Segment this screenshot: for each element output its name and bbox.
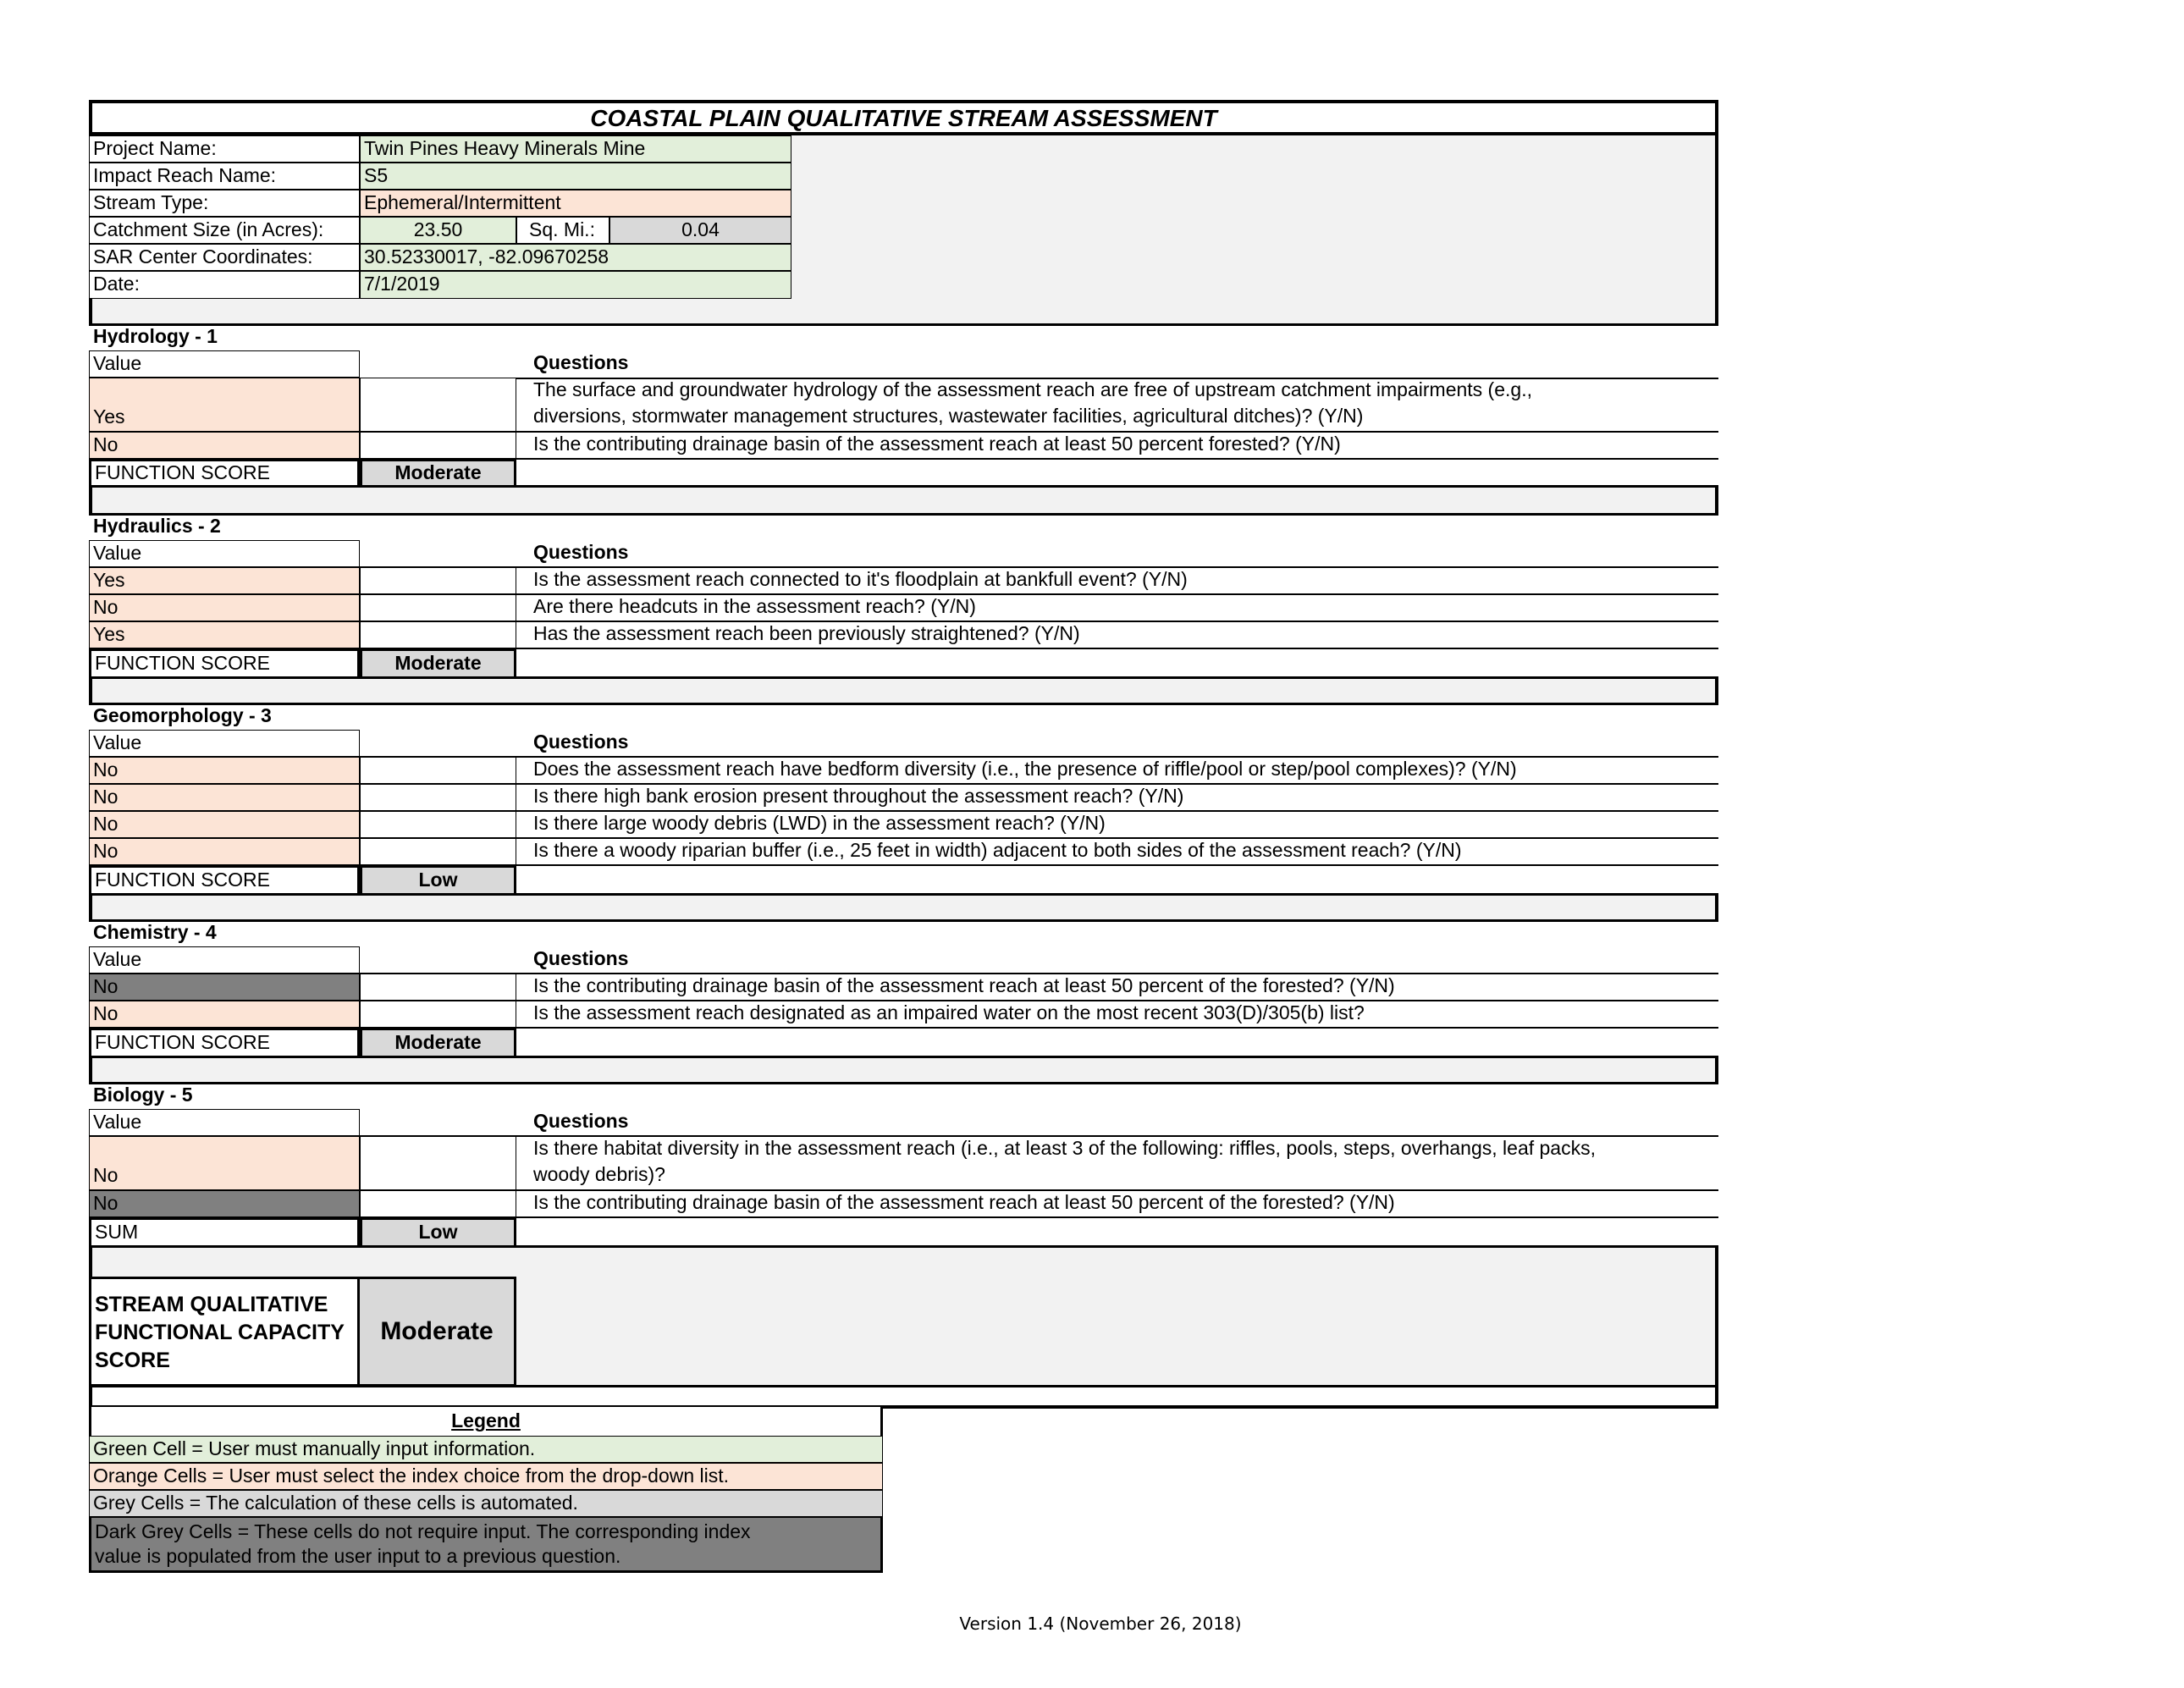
chemistry-question-2: Is the assessment reach designated as an impaired water on the most recent 303(D)/305(b) list?: [533, 1001, 1365, 1023]
legend-dark-grey: [89, 1517, 883, 1573]
hydrology-function-score: Moderate: [360, 459, 516, 488]
biology-question-2: Is the contributing drainage basin of the assessment reach at least 50 percent of the forested? (Y/N): [533, 1191, 1395, 1213]
final-label-line-1: STREAM QUALITATIVE: [95, 1293, 328, 1316]
impact-reach-field[interactable]: S5: [360, 163, 791, 190]
sheet-title: COASTAL PLAIN QUALITATIVE STREAM ASSESSMENT: [89, 100, 1718, 135]
sq-mi-label: Sq. Mi.:: [516, 217, 609, 244]
hydraulics-question-2: Are there headcuts in the assessment reach? (Y/N): [533, 595, 976, 617]
biology-question-1b: woody debris)?: [533, 1163, 665, 1185]
geomorphology-blank-4: [360, 838, 516, 865]
version-footer: Version 1.4 (November 26, 2018): [959, 1614, 1242, 1634]
legend-grey: Grey Cells = The calculation of these cells is automated.: [89, 1490, 883, 1517]
biology-sum-score: Low: [360, 1217, 516, 1248]
hydraulics-value-1[interactable]: Yes: [89, 567, 360, 594]
hydrology-value-1[interactable]: Yes: [89, 378, 360, 432]
geomorphology-function-score-label: FUNCTION SCORE: [89, 865, 360, 896]
coordinates-label: SAR Center Coordinates:: [89, 244, 360, 271]
row-divider: [516, 864, 1718, 866]
chemistry-title: Chemistry - 4: [93, 921, 217, 943]
row-divider: [516, 1216, 1718, 1218]
chemistry-blank-2: [360, 1001, 516, 1028]
geomorphology-blank-1: [360, 757, 516, 784]
geomorphology-value-4[interactable]: No: [89, 838, 360, 865]
geomorphology-question-3: Is there large woody debris (LWD) in the assessment reach? (Y/N): [533, 812, 1106, 834]
final-score: Moderate: [357, 1277, 516, 1387]
hydrology-function-score-label: FUNCTION SCORE: [89, 459, 360, 488]
project-name-field[interactable]: Twin Pines Heavy Minerals Mine: [360, 135, 791, 163]
biology-sum-label: SUM: [89, 1217, 360, 1248]
final-score-label-box: [89, 1277, 360, 1387]
hydrology-questions-header: Questions: [533, 351, 629, 373]
hydraulics-function-score: Moderate: [360, 648, 516, 679]
geomorphology-question-4: Is there a woody riparian buffer (i.e., 25 feet in width) adjacent to both sides of the assessment reach? (Y/N): [533, 839, 1462, 861]
hydraulics-value-3[interactable]: Yes: [89, 621, 360, 648]
hydraulics-function-score-label: FUNCTION SCORE: [89, 648, 360, 679]
geomorphology-value-2[interactable]: No: [89, 784, 360, 811]
geomorphology-blank-2: [360, 784, 516, 811]
project-name-label: Project Name:: [89, 135, 360, 163]
hydraulics-blank-2: [360, 594, 516, 621]
hydrology-value-2[interactable]: No: [89, 432, 360, 459]
hydrology-question-2: Is the contributing drainage basin of the assessment reach at least 50 percent forested? (Y/N): [533, 433, 1341, 455]
legend-orange: Orange Cells = User must select the index choice from the drop-down list.: [89, 1463, 883, 1490]
hydrology-blank-2: [360, 432, 516, 459]
geomorphology-question-2: Is there high bank erosion present throughout the assessment reach? (Y/N): [533, 785, 1184, 807]
hydraulics-blank-3: [360, 621, 516, 648]
chemistry-questions-header: Questions: [533, 947, 629, 969]
geomorphology-blank-3: [360, 811, 516, 838]
row-divider: [516, 1027, 1718, 1029]
chemistry-question-1: Is the contributing drainage basin of the assessment reach at least 50 percent of the forested? (Y/N): [533, 974, 1395, 996]
geomorphology-value-header: Value: [89, 730, 360, 757]
geomorphology-value-3[interactable]: No: [89, 811, 360, 838]
catchment-acres-field[interactable]: 23.50: [360, 217, 516, 244]
biology-questions-header: Questions: [533, 1110, 629, 1132]
geomorphology-function-score: Low: [360, 865, 516, 896]
hydraulics-questions-header: Questions: [533, 541, 629, 563]
legend-dark-grey-line-2: value is populated from the user input to a previous question.: [95, 1545, 621, 1567]
chemistry-function-score-label: FUNCTION SCORE: [89, 1028, 360, 1058]
chemistry-blank-1: [360, 974, 516, 1001]
hydraulics-value-header: Value: [89, 540, 360, 567]
date-field[interactable]: 7/1/2019: [360, 271, 791, 299]
legend-dark-grey-line-1: Dark Grey Cells = These cells do not require input. The corresponding index: [95, 1520, 751, 1542]
geomorphology-title: Geomorphology - 3: [93, 704, 272, 726]
geomorphology-questions-header: Questions: [533, 731, 629, 753]
row-divider: [516, 648, 1718, 649]
chemistry-function-score: Moderate: [360, 1028, 516, 1058]
coordinates-field[interactable]: 30.52330017, -82.09670258: [360, 244, 791, 271]
hydraulics-value-2[interactable]: No: [89, 594, 360, 621]
impact-reach-label: Impact Reach Name:: [89, 163, 360, 190]
hydraulics-blank-1: [360, 567, 516, 594]
legend-title: Legend: [451, 1409, 521, 1431]
legend-green: Green Cell = User must manually input information.: [89, 1436, 883, 1463]
stream-type-select[interactable]: Ephemeral/Intermittent: [360, 190, 791, 217]
chemistry-value-2[interactable]: No: [89, 1001, 360, 1028]
chemistry-value-1: No: [89, 974, 360, 1001]
sq-mi-value: 0.04: [609, 217, 791, 244]
hydrology-value-header: Value: [89, 350, 360, 378]
biology-title: Biology - 5: [93, 1084, 193, 1106]
biology-blank-2: [360, 1190, 516, 1217]
hydrology-question-1a: The surface and groundwater hydrology of the assessment reach are free of upstream catchment impairments (e.g.,: [533, 378, 1532, 400]
biology-value-1[interactable]: No: [89, 1136, 360, 1190]
hydraulics-question-1: Is the assessment reach connected to it's floodplain at bankfull event? (Y/N): [533, 568, 1188, 590]
catchment-size-label: Catchment Size (in Acres):: [89, 217, 360, 244]
hydrology-title: Hydrology - 1: [93, 325, 218, 347]
biology-blank-1: [360, 1136, 516, 1190]
geomorphology-question-1: Does the assessment reach have bedform diversity (i.e., the presence of riffle/pool or step/pool complexes)? (Y/N): [533, 758, 1517, 780]
biology-question-1a: Is there habitat diversity in the assessment reach (i.e., at least 3 of the following: riffles, pools, steps, overhangs, leaf packs,: [533, 1137, 1596, 1159]
hydraulics-title: Hydraulics - 2: [93, 515, 221, 537]
geomorphology-value-1[interactable]: No: [89, 757, 360, 784]
chemistry-value-header: Value: [89, 946, 360, 974]
biology-value-header: Value: [89, 1109, 360, 1136]
final-label-line-3: SCORE: [95, 1349, 170, 1372]
final-bottom-band: [89, 1387, 1718, 1409]
biology-value-2: No: [89, 1190, 360, 1217]
stream-type-label: Stream Type:: [89, 190, 360, 217]
hydrology-question-1b: diversions, stormwater management structures, wastewater facilities, agricultural ditches)? (Y/N): [533, 405, 1364, 427]
final-label-line-2: FUNCTIONAL CAPACITY: [95, 1321, 345, 1344]
date-label: Date:: [89, 271, 360, 299]
hydrology-blank-1: [360, 378, 516, 432]
row-divider: [516, 458, 1718, 460]
hydraulics-question-3: Has the assessment reach been previously straightened? (Y/N): [533, 622, 1080, 644]
